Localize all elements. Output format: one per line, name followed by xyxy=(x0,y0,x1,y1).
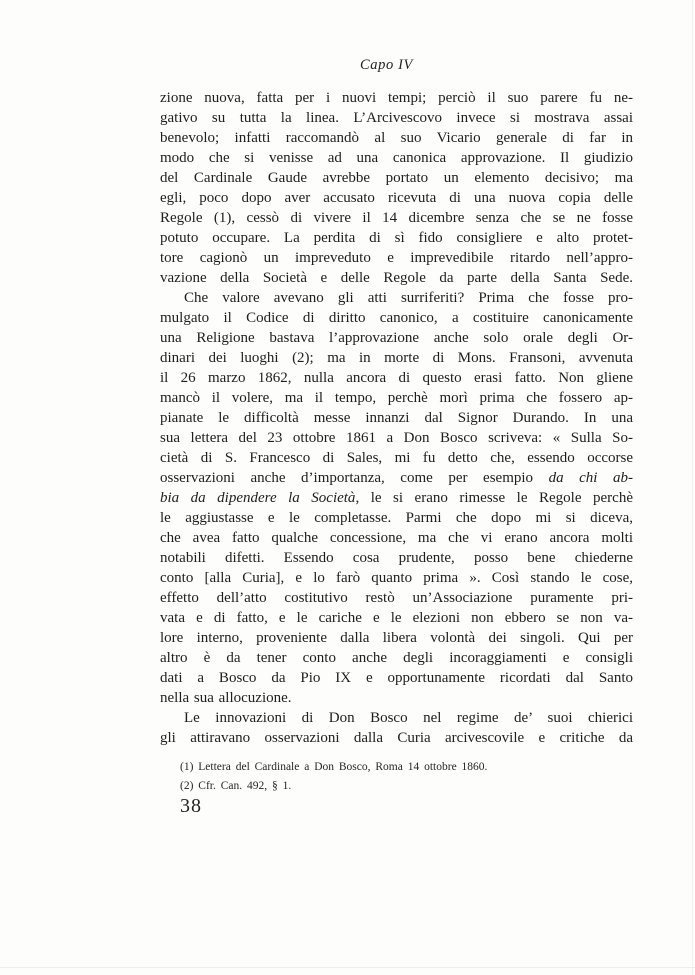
text-line xyxy=(160,528,633,548)
text-segment: sua lettera del 23 ottobre 1861 a Don Bosco scriveva: « Sulla So- xyxy=(160,430,633,446)
scan-edge-right xyxy=(692,0,693,975)
text-segment: effetto dell’atto costitutivo restò un’Associazione puramente pri- xyxy=(160,590,633,606)
text-segment: mancò il volere, ma il tempo, perchè morì prima che fossero ap- xyxy=(160,390,633,406)
text-segment: notabili difetti. Essendo cosa prudente, posso bene chiederne xyxy=(160,550,633,566)
text-line xyxy=(160,408,633,428)
text-segment: benevolo; infatti raccomandò al suo Vicario generale di far in xyxy=(160,130,633,146)
text-line xyxy=(160,708,633,728)
text-line xyxy=(160,188,633,208)
text-segment: Che valore avevano gli atti surriferiti? Prima che fosse pro- xyxy=(184,290,633,306)
text-line xyxy=(160,508,633,528)
text-line xyxy=(160,328,633,348)
text-line xyxy=(160,288,633,308)
text-segment: dinari dei luoghi (2); ma in morte di Mons. Fransoni, avvenuta xyxy=(160,350,633,366)
text-segment: mulgato il Codice di diritto canonico, a costituire canonicamente xyxy=(160,310,633,326)
text-line xyxy=(160,728,633,748)
text-line xyxy=(160,548,633,568)
chapter-header: Capo IV xyxy=(360,57,413,73)
page-number: 38 xyxy=(180,795,202,817)
text-segment: gativo su tutta la linea. L’Arcivescovo invece si mostrava assai xyxy=(160,110,633,126)
text-line xyxy=(160,268,633,288)
text-line xyxy=(160,608,633,628)
text-line xyxy=(160,148,633,168)
text-line xyxy=(160,688,633,708)
text-line xyxy=(160,228,633,248)
text-segment: il 26 marzo 1862, nulla ancora di questo erasi fatto. Non gliene xyxy=(160,370,633,386)
text-line xyxy=(160,168,633,188)
text-segment: cietà di S. Francesco di Sales, mi fu detto che, essendo occorse xyxy=(160,450,633,466)
footnotes xyxy=(160,758,633,796)
text-line xyxy=(160,128,633,148)
text-segment: gli attiravano osservazioni dalla Curia arcivescovile e critiche da xyxy=(160,730,633,746)
text-line xyxy=(160,348,633,368)
text-segment: osservazioni anche d’importanza, come per esempio xyxy=(160,470,549,486)
text-segment: conto [alla Curia], e lo farò quanto prima ». Così stando le cose, xyxy=(160,570,633,586)
text-line xyxy=(160,628,633,648)
text-line xyxy=(160,108,633,128)
text-segment: dati a Bosco da Pio IX e opportunamente ricordati dal Santo xyxy=(160,670,633,686)
text-segment: lore interno, proveniente dalla libera volontà dei singoli. Qui per xyxy=(160,630,633,646)
text-segment: del Cardinale Gaude avrebbe portato un elemento decisivo; ma xyxy=(160,170,633,186)
text-segment: Le innovazioni di Don Bosco nel regime de’ suoi chierici xyxy=(184,710,633,726)
text-segment: altro è da tener conto anche degli incoraggiamenti e consigli xyxy=(160,650,633,666)
text-line xyxy=(160,388,633,408)
text-segment: una Religione bastava l’approvazione anche solo orale degli Or- xyxy=(160,330,633,346)
text-line xyxy=(160,88,633,108)
text-segment: potuto occupare. La perdita di sì fido consigliere e alto protet- xyxy=(160,230,633,246)
text-segment: le aggiustasse e le completasse. Parmi che dopo mi si diceva, xyxy=(160,510,633,526)
italic-text: bia da dipendere la Società xyxy=(160,490,356,506)
text-segment: tore cagionò un impreveduto e imprevedibile ritardo nell’appro- xyxy=(160,250,633,266)
text-line xyxy=(160,588,633,608)
footnote: (2) Cfr. Can. 492, § 1. xyxy=(180,780,292,792)
text-segment: vata e di fatto, e le cariche e le elezioni non ebbero se non va- xyxy=(160,610,633,626)
text-line xyxy=(160,208,633,228)
text-line xyxy=(160,308,633,328)
text-segment: pianate le difficoltà messe innanzi dal Signor Durando. In una xyxy=(160,410,633,426)
text-segment: vazione della Società e delle Regole da parte della Santa Sede. xyxy=(160,270,633,286)
text-segment: modo che si venisse ad una canonica approvazione. Il giudizio xyxy=(160,150,633,166)
italic-text: da chi ab- xyxy=(548,470,633,486)
text-segment: , le si erano rimesse le Regole perchè xyxy=(355,490,633,506)
text-line xyxy=(160,668,633,688)
text-line xyxy=(160,448,633,468)
text-line xyxy=(160,468,633,488)
text-line xyxy=(160,488,633,508)
text-line xyxy=(160,368,633,388)
text-line xyxy=(160,568,633,588)
text-line xyxy=(160,428,633,448)
text-line xyxy=(160,648,633,668)
text-segment: egli, poco dopo aver accusato ricevuta di una nuova copia delle xyxy=(160,190,633,206)
scan-edge-bottom xyxy=(0,967,695,968)
text-segment: zione nuova, fatta per i nuovi tempi; perciò il suo parere fu ne- xyxy=(160,90,633,106)
text-segment: che avea fatto qualche concessione, ma che vi erano ancora molti xyxy=(160,530,633,546)
footnote: (1) Lettera del Cardinale a Don Bosco, Roma 14 ottobre 1860. xyxy=(180,761,488,773)
text-line xyxy=(160,248,633,268)
text-segment: nella sua allocuzione. xyxy=(160,690,292,706)
text-segment: Regole (1), cessò di vivere il 14 dicembre senza che se ne fosse xyxy=(160,210,633,226)
body-text xyxy=(160,88,633,748)
